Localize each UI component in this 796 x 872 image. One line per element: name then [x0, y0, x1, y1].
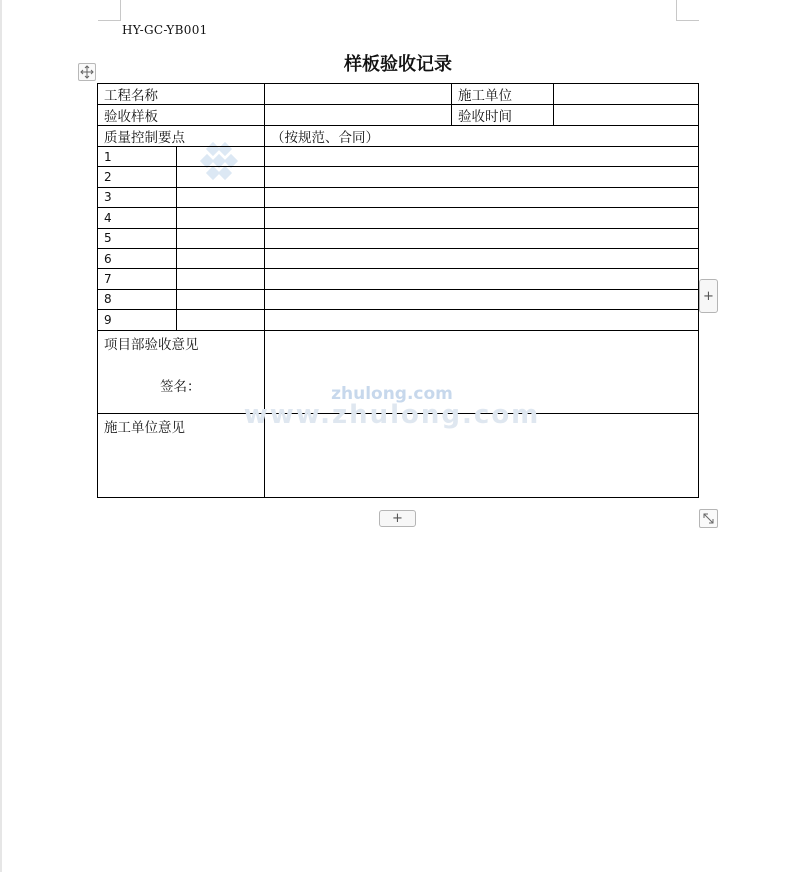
table-row: [98, 187, 699, 207]
contractor-label: 施工单位: [452, 84, 554, 105]
item-number: 6: [98, 248, 177, 268]
inspection-time-cell[interactable]: [554, 105, 699, 126]
add-row-button[interactable]: +: [379, 510, 416, 527]
item-number: 9: [98, 310, 177, 330]
document-title: 样板验收记录: [344, 54, 452, 75]
page-edge: [0, 0, 2, 872]
document-code: HY-GC-YB001: [122, 23, 208, 37]
item-name-cell[interactable]: [177, 147, 265, 167]
item-number: 3: [98, 187, 177, 207]
move-arrows-icon: [79, 64, 95, 80]
page-corner-marker-right: [676, 0, 699, 21]
item-content-cell[interactable]: [265, 310, 699, 330]
table-row: [98, 167, 699, 187]
watermark-line1: zhulong.com: [331, 384, 453, 404]
item-name-cell[interactable]: [177, 269, 265, 289]
item-content-cell[interactable]: [265, 208, 699, 228]
table-row: [98, 84, 699, 105]
item-number: 4: [98, 208, 177, 228]
item-content-cell[interactable]: [265, 248, 699, 268]
inspection-time-label: 验收时间: [452, 105, 554, 126]
table-row: [98, 310, 699, 330]
item-name-cell[interactable]: [177, 187, 265, 207]
table-row: [98, 126, 699, 147]
project-opinion-content[interactable]: [265, 330, 699, 413]
table-resize-handle[interactable]: [699, 509, 718, 528]
signature-label: 签名：: [160, 378, 201, 395]
item-number: 2: [98, 167, 177, 187]
project-name-cell[interactable]: [265, 84, 452, 105]
item-content-cell[interactable]: [265, 269, 699, 289]
project-opinion-cell: [98, 330, 265, 413]
item-number: 1: [98, 147, 177, 167]
contractor-cell[interactable]: [554, 84, 699, 105]
item-number: 7: [98, 269, 177, 289]
watermark-line2: www.zhulong.com: [243, 400, 541, 430]
item-name-cell[interactable]: [177, 167, 265, 187]
page-corner-marker-left: [98, 0, 121, 21]
table-row: [98, 228, 699, 248]
sample-cell[interactable]: [265, 105, 452, 126]
table-move-handle[interactable]: [78, 63, 96, 81]
table-row: [98, 289, 699, 309]
resize-arrows-icon: [700, 510, 717, 527]
sample-label: 验收样板: [98, 105, 265, 126]
item-name-cell[interactable]: [177, 208, 265, 228]
item-content-cell[interactable]: [265, 228, 699, 248]
item-content-cell[interactable]: [265, 187, 699, 207]
item-number: 5: [98, 228, 177, 248]
item-content-cell[interactable]: [265, 289, 699, 309]
item-name-cell[interactable]: [177, 248, 265, 268]
quality-points-label: 质量控制要点: [98, 126, 265, 147]
table-row: [98, 208, 699, 228]
add-column-button[interactable]: +: [699, 279, 718, 313]
table-row: [98, 248, 699, 268]
item-name-cell[interactable]: [177, 228, 265, 248]
project-opinion-label: 项目部验收意见: [104, 336, 199, 353]
project-name-label: 工程名称: [98, 84, 265, 105]
table-row: [98, 330, 699, 413]
table-row: [98, 413, 699, 497]
inspection-record-table: [97, 83, 699, 498]
quality-points-note[interactable]: （按规范、合同）: [265, 126, 699, 147]
item-name-cell[interactable]: [177, 310, 265, 330]
item-content-cell[interactable]: [265, 147, 699, 167]
item-name-cell[interactable]: [177, 289, 265, 309]
table-row: [98, 269, 699, 289]
contractor-opinion-content[interactable]: [265, 413, 699, 497]
contractor-opinion-label: 施工单位意见: [98, 413, 265, 497]
item-content-cell[interactable]: [265, 167, 699, 187]
table-row: [98, 105, 699, 126]
item-number: 8: [98, 289, 177, 309]
table-row: [98, 147, 699, 167]
